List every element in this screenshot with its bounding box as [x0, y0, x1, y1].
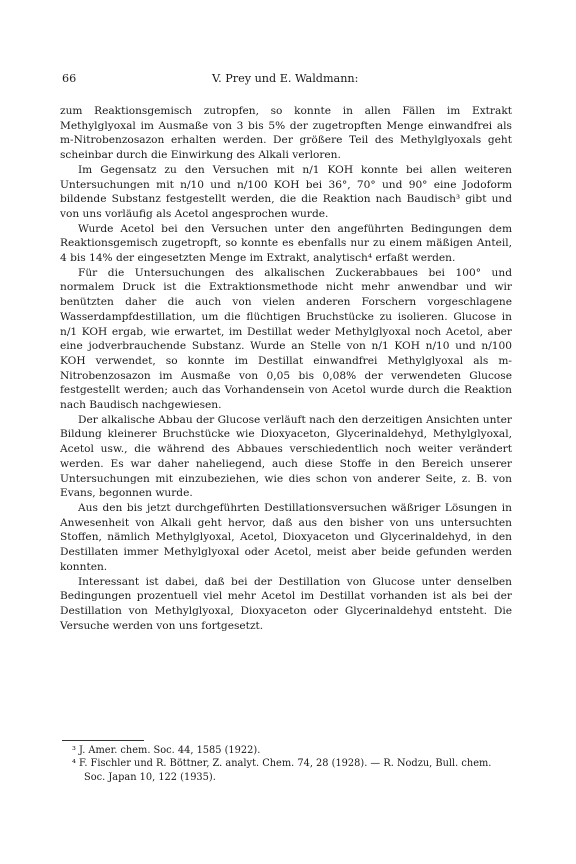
- paragraph-6: Aus den bis jetzt durchgeführten Destillationsversuchen wäßriger Lösungen in Anwesenheit von Alkali geht hervor, daß aus den bisher von uns untersuchten Stoffen, nämlich Methylglyoxal, Acetol, Dioxyaceton und Glycerinaldehyd, in den Destillaten immer Methylglyoxal oder Acetol, meist aber beide gefunden werden konnten.: [60, 501, 512, 573]
- paragraph-3: Wurde Acetol bei den Versuchen unter den angeführten Bedingungen dem Reaktionsgemisch zugetropft, so konnte es ebenfalls nur zu einem mäßigen Anteil, 4 bis 14% der eingesetzten Menge im Extrakt, analytisch⁴ erfaßt werden.: [60, 222, 512, 265]
- page-number: 66: [62, 72, 77, 85]
- paragraph-2: Im Gegensatz zu den Versuchen mit n/1 KOH konnte bei allen weiteren Untersuchungen mit n/10 und n/100 KOH bei 36°, 70° und 90° eine Jodoform bildende Substanz festgestellt werden, die die Reaktion nach Baudisch³ gibt und von uns vorläufig als Acetol angesprochen wurde.: [60, 163, 512, 220]
- paragraph-4: Für die Untersuchungen des alkalischen Zuckerabbaues bei 100° und normalem Druck ist die Extraktionsmethode nicht mehr anwendbar und wir benützten daher die auch von vielen anderen Forschern vorgeschlagene Wasserdampfdestillation, um die flüchtigen Bruchstücke zu isolieren. Glucose in n/1 KOH ergab, wie erwartet, im Destillat weder Methylglyoxal noch Acetol, aber eine jodverbrauchende Substanz. Wurde an Stelle von n/1 KOH n/10 und n/100 KOH verwendet, so konnte im Destillat einwandfrei Methylglyoxal als m-Nitrobenzosazon im Ausmaße von 0,05 bis 0,08% der verwendeten Glucose festgestellt werden; auch das Vorhandensein von Acetol wurde durch die Reaktion nach Baudisch nachgewiesen.: [60, 266, 512, 412]
- paragraph-1: zum Reaktionsgemisch zutropfen, so konnte in allen Fällen im Extrakt Methylglyoxal im Ausmaße von 3 bis 5% der zugetropften Menge einwandfrei als m-Nitrobenzosazon erhalten werden. Der größere Teil des Methylglyoxals geht scheinbar durch die Einwirkung des Alkali verloren.: [60, 105, 512, 162]
- footnotes: [72, 744, 512, 784]
- footnote-4: ⁴ F. Fischler und R. Böttner, Z. analyt. Chem. 74, 28 (1928). — R. Nodzu, Bull. chem. Soc. Japan 10, 122 (1935).: [72, 758, 492, 783]
- footnote-rule: [62, 740, 144, 741]
- paragraph-5: Der alkalische Abbau der Glucose verläuft nach den derzeitigen Ansichten unter Bildung kleinerer Bruchstücke wie Dioxyaceton, Glycerinaldehyd, Methylglyoxal, Acetol usw., die während des Abbaues verschiedentlich noch weiter verändert werden. Es war daher naheliegend, auch diese Stoffe in den Bereich unserer Untersuchungen mit einzubeziehen, wie dies schon von anderer Seite, z. B. von Evans, begonnen wurde.: [60, 413, 512, 500]
- footnote-3: ³ J. Amer. chem. Soc. 44, 1585 (1922).: [72, 745, 261, 756]
- running-title: V. Prey und E. Waldmann:: [212, 72, 359, 85]
- paragraph-7: Interessant ist dabei, daß bei der Destillation von Glucose unter denselben Bedingungen prozentuell viel mehr Acetol im Destillat vorhanden ist als bei der Destillation von Methylglyoxal, Dioxyaceton oder Glycerinaldehyd entsteht. Die Versuche werden von uns fortgesetzt.: [60, 575, 512, 632]
- body-text: [60, 104, 512, 633]
- running-header: [62, 72, 512, 86]
